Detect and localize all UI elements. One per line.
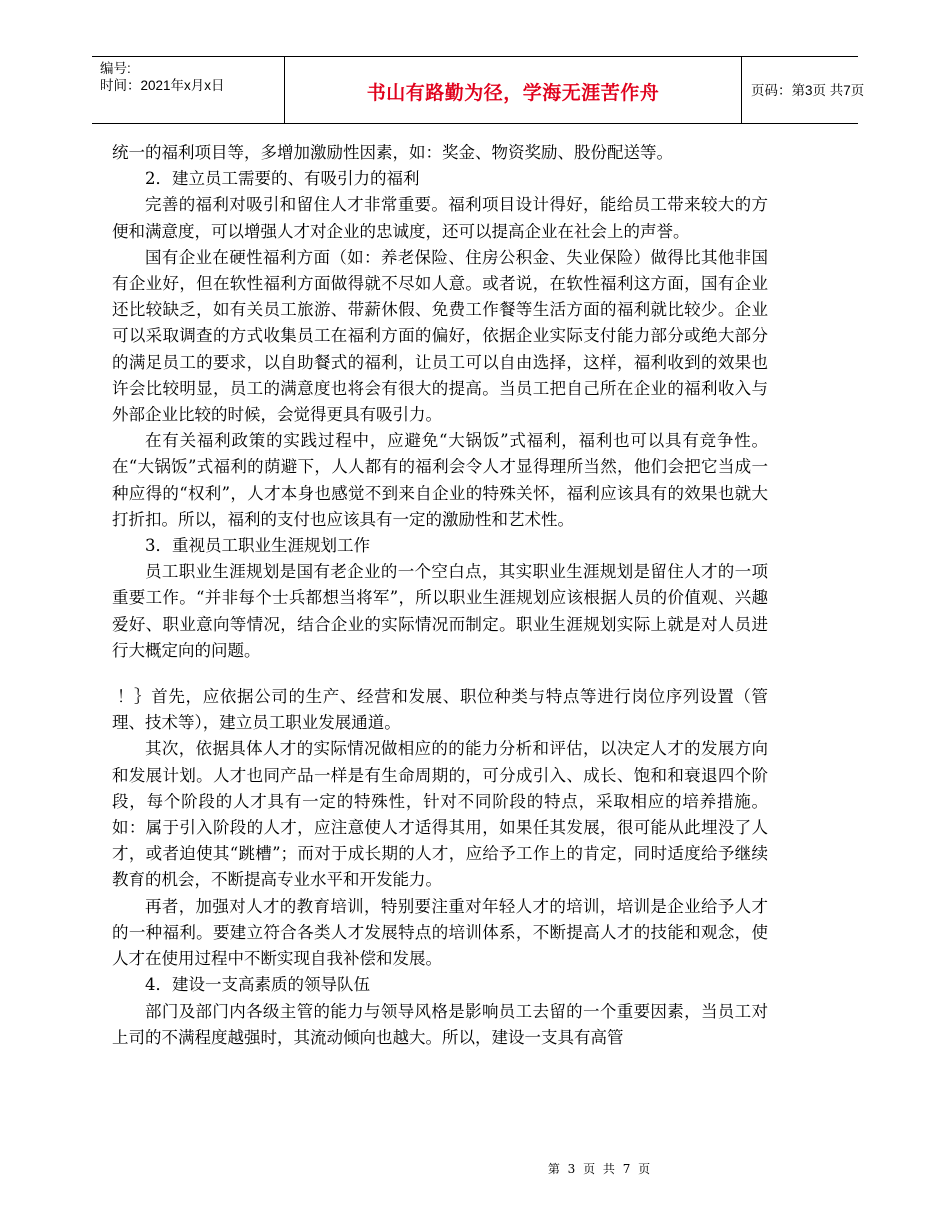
section-heading: 2．建立员工需要的、有吸引力的福利 <box>145 169 420 189</box>
document-time-label: 时间：2021年x月x日 <box>100 78 225 93</box>
paragraph: 统一的福利项目等，多增加激励性因素，如：奖金、物资奖励、股份配送等。 <box>112 143 673 162</box>
paragraph: 部门及部门内各级主管的能力与领导风格是影响员工去留的一个重要因素，当员工对上司的不满程度越强时，其流动倾向也越大。所以，建设一支具有高管 <box>112 1001 768 1047</box>
header-motto: 书山有路勤为径，学海无涯苦作舟 <box>366 82 660 104</box>
paragraph: ！｝首先，应依据公司的生产、经营和发展、职位种类与特点等进行岗位序列设置（管理、技术等），建立员工职业发展通道。 <box>112 687 768 733</box>
section-heading: 4．建设一支高素质的领导队伍 <box>145 975 370 995</box>
header-motto-cell <box>284 57 742 123</box>
header-page-code: 页码：第3页 共7页 <box>751 83 865 98</box>
paragraph: 再者，加强对人才的教育培训，特别要注重对年轻人才的培训，培训是企业给予人才的一种福利。要建立符合各类人才发展特点的培训体系，不断提高人才的技能和观念，使人才在使用过程中不断实现自我补偿和发展。 <box>112 896 768 969</box>
paragraph-gap <box>112 664 768 684</box>
page-header <box>92 56 865 124</box>
paragraph: 在有关福利政策的实践过程中，应避免“大锅饭”式福利，福利也可以具有竞争性。在“大锅饭”式福利的荫避下，人人都有的福利会令人才显得理所当然，他们会把它当成一种应得的“权利”，人才本身也感觉不到来自企业的特殊关怀，福利应该具有的效果也就大打折扣。所以，福利的支付也应该具有一定的激励性和艺术性。 <box>112 431 768 529</box>
body-text <box>112 140 768 1051</box>
paragraph: 其次，依据具体人才的实际情况做相应的的能力分析和评估，以决定人才的发展方向和发展计划。人才也同产品一样是有生命周期的，可分成引入、成长、饱和和衰退四个阶段，每个阶段的人才具有一定的特殊性，针对不同阶段的特点，采取相应的培养措施。如：属于引入阶段的人才，应注意使人才适得其用，如果任其发展，很可能从此埋没了人才，或者迫使其“跳槽”；而对于成长期的人才，应给予工作上的肯定，同时适度给予继续教育的机会，不断提高专业水平和开发能力。 <box>112 739 768 890</box>
header-meta-cell <box>92 57 284 123</box>
paragraph: 国有企业在硬性福利方面（如：养老保险、住房公积金、失业保险）做得比其他非国有企业好，但在软性福利方面做得就不尽如人意。或者说，在软性福利这方面，国有企业还比较缺乏，如有关员工旅游、带薪休假、免费工作餐等生活方面的福利就比较少。企业可以采取调查的方式收集员工在福利方面的偏好，依据企业实际支付能力部分或绝大部分的满足员工的要求，以自助餐式的福利，让员工可以自由选择，这样，福利收到的效果也许会比较明显，员工的满意度也将会有很大的提高。当员工把自己所在企业的福利收入与外部企业比较的时候，会觉得更具有吸引力。 <box>112 247 768 425</box>
page-footer: 第 3 页 共 7 页 <box>547 1162 653 1176</box>
section-heading: 3．重视员工职业生涯规划工作 <box>145 536 370 556</box>
header-page-cell <box>741 57 865 123</box>
document-code-label: 编号: <box>100 61 131 76</box>
paragraph: 员工职业生涯规划是国有老企业的一个空白点，其实职业生涯规划是留住人才的一项重要工作。“并非每个士兵都想当将军”，所以职业生涯规划应该根据人员的价值观、兴趣爱好、职业意向等情况，结合企业的实际情况而制定。职业生涯规划实际上就是对人员进行大概定向的问题。 <box>112 562 768 660</box>
paragraph: 完善的福利对吸引和留住人才非常重要。福利项目设计得好，能给员工带来较大的方便和满意度，可以增强人才对企业的忠诚度，还可以提高企业在社会上的声誉。 <box>112 195 768 241</box>
